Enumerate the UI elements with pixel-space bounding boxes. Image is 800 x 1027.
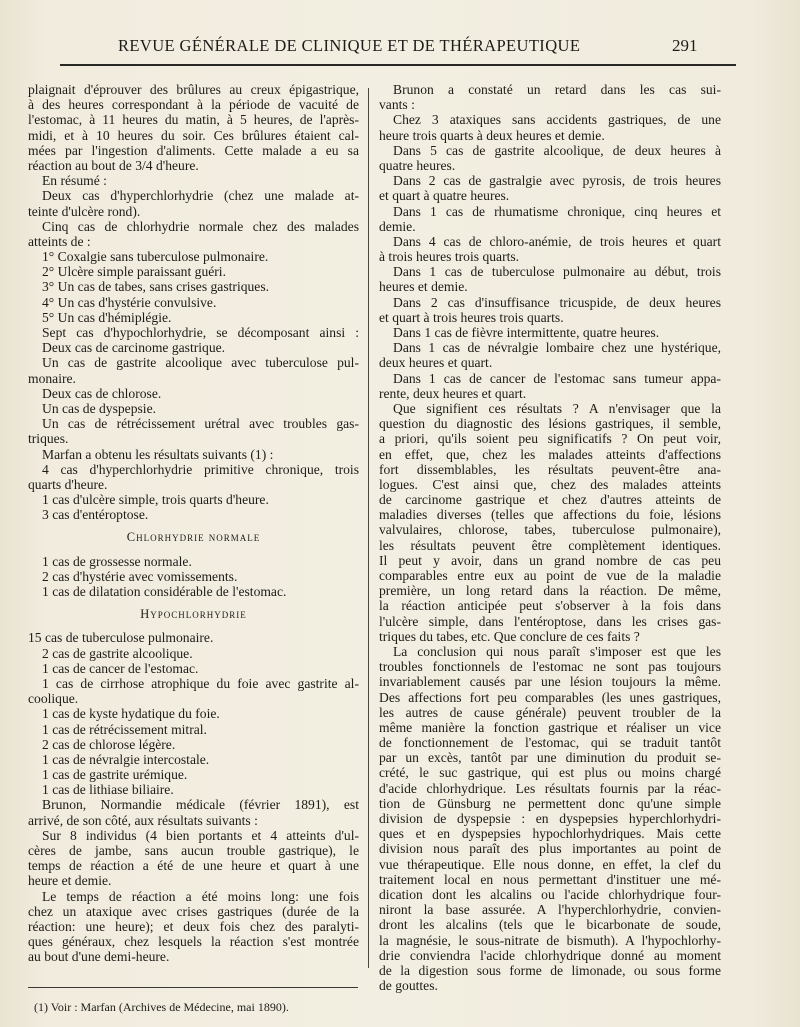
left-column-line: 2 cas d'hystérie avec vomissements.	[42, 568, 238, 584]
left-column-line: cères de jambe, sans aucun trouble gastrique), le	[28, 843, 359, 858]
left-column-line: Un cas de gastrite alcoolique avec tuberculose pul-	[42, 355, 359, 371]
left-column-line: à des heures correspondant à la période de vacuité de	[28, 97, 359, 113]
right-column-line: drie conviendra l'acide chlorhydrique donné au moment	[379, 947, 721, 963]
right-column-line: à trois heures trois quarts.	[379, 249, 520, 265]
right-column-line: logues. C'est ainsi que, chez des malades atteints	[379, 476, 721, 492]
right-column-line: heures et demie.	[379, 279, 468, 295]
left-column-line: Chlorhydrie normale	[126, 530, 261, 545]
right-column-line: dront les alcalins (tels que le bicarbonate de soude,	[379, 917, 721, 933]
right-column-line: les autres de cause générale) peuvent troubler de la	[379, 704, 721, 720]
left-column-line: coolique.	[28, 691, 79, 707]
right-column-line: comparables entre eux au point de vue de la maladie	[379, 568, 721, 583]
left-column-line: 1 cas de cancer de l'estomac.	[42, 660, 199, 676]
right-column-line: niront la base assurée. A l'hyperchlorhydrie, convien-	[379, 902, 721, 918]
left-column-line: 1 cas de dilatation considérable de l'estomac.	[42, 584, 287, 599]
left-column-line: arrivé, de son côté, aux résultats suivants :	[28, 812, 258, 828]
right-column-line: Dans 1 cas de tuberculose pulmonaire au début, trois	[393, 264, 721, 280]
left-column-line: heure et demie.	[28, 873, 112, 889]
right-column-line: demie.	[379, 218, 416, 234]
left-column-line: 2 cas de chlorose légère.	[42, 736, 176, 752]
left-column-line: teinte d'ulcère rond).	[28, 203, 141, 219]
left-column-line: Le temps de réaction a été moins long: une fois	[42, 888, 359, 904]
left-column-line	[28, 622, 359, 630]
right-column-line: La conclusion qui nous paraît s'imposer est que les	[393, 643, 721, 659]
left-column-line: Brunon, Normandie médicale (février 1891), est	[42, 797, 359, 813]
left-column-line: 15 cas de tuberculose pulmonaire.	[28, 630, 214, 646]
left-column-line: plaignait d'éprouver des brûlures au creux épigastrique,	[28, 82, 359, 97]
right-column-line: heure trois quarts à deux heures et demie.	[379, 127, 605, 143]
left-column-line: 2° Ulcère simple paraissant guéri.	[42, 264, 226, 280]
right-column-line: Dans 2 cas d'insuffisance tricuspide, de deux heures	[393, 294, 721, 310]
right-column-line: vue thérapeutique. Elle nous donne, en effet, la clef du	[379, 856, 721, 872]
right-column-line: de fonctionnement de l'estomac, qui se traduit tantôt	[379, 735, 721, 751]
right-column-line: Dans 4 cas de chloro-anémie, de trois heures et quart	[393, 233, 721, 249]
right-column-line: fort dissemblables, les résultats peuvent-être ana-	[379, 461, 721, 477]
left-column-line: l'estomac, à 11 heures du matin, à 5 heures, de l'après-	[28, 112, 359, 128]
right-column-line: de gouttes.	[379, 978, 438, 994]
left-column-line: temps de réaction a été de une heure et quart à une	[28, 858, 359, 874]
right-column-line: Dans 1 cas de cancer de l'estomac sans tumeur appa-	[393, 370, 721, 386]
right-column-line: ques et en dyspepsies hypochlorhydriques. Mais cette	[379, 826, 721, 842]
right-column-line: première, un long retard dans la réaction. De même,	[379, 583, 721, 599]
right-column-line: et quart à trois heures trois quarts.	[379, 309, 564, 325]
column-divider	[368, 88, 369, 968]
footnote: (1) Voir : Marfan (Archives de Médecine, mai 1890).	[34, 1000, 289, 1014]
right-column-line: Dans 1 cas de fièvre intermittente, quatre heures.	[393, 325, 660, 340]
left-column-line: Marfan a obtenu les résultats suivants (1) :	[42, 446, 274, 462]
left-column-line: 4° Un cas d'hystérie convulsive.	[42, 294, 217, 310]
right-column-line: Chez 3 ataxiques sans accidents gastriques, de une	[393, 112, 721, 128]
right-column-line: de la digestion sous forme de limonade, ou sous forme	[379, 962, 721, 978]
right-column-line: Dans 5 cas de gastrite alcoolique, de deux heures à	[393, 142, 721, 158]
footnote-rule	[28, 987, 358, 988]
right-column-line: question du diagnostic des lésions gastriques, il semble,	[379, 416, 721, 432]
right-column-line: vants :	[379, 97, 415, 113]
right-column-line: les résultats peuvent être complètement identiques.	[379, 537, 721, 553]
right-column-line: tion de Günsburg ne permettent donc qu'une simple	[379, 795, 721, 811]
left-column-line: quarts d'heure.	[28, 476, 108, 492]
right-column-line: Que signifient ces résultats ? A n'envisager que la	[393, 400, 721, 416]
left-column-line: 4 cas d'hyperchlorhydrie primitive chronique, trois	[42, 461, 359, 477]
left-column-line	[28, 546, 359, 554]
left-column-line: monaire.	[28, 370, 76, 386]
right-column	[379, 82, 721, 993]
right-column-line: traitement local en nous permettant d'instituer une mé-	[379, 871, 721, 887]
right-column-line: quatre heures.	[379, 157, 456, 173]
right-column-line: troubles fonctionnels de l'estomac ne sont pas toujours	[379, 659, 721, 675]
left-column-line: midi, et à 10 heures du soir. Ces brûlures étaient cal-	[28, 127, 359, 143]
right-column-line: en effet, que, chez les malades atteints d'affections	[379, 446, 721, 462]
left-column-line: Sept cas d'hypochlorhydrie, se décomposant ainsi :	[42, 325, 359, 340]
right-column-line: deux heures et quart.	[379, 355, 493, 371]
left-column-line: chez un ataxique avec crises gastriques (durée de la	[28, 903, 359, 919]
right-column-line: maladies diverses (telles que affections du foie, lésions	[379, 507, 721, 523]
right-column-line: triques du tabes, etc. Que conclure de ces faits ?	[379, 628, 640, 644]
left-column-line: 1 cas de lithiase biliaire.	[42, 782, 174, 798]
left-column-line: 5° Un cas d'hémiplégie.	[42, 309, 172, 325]
journal-title: REVUE GÉNÉRALE DE CLINIQUE ET DE THÉRAPEUTIQUE	[118, 36, 581, 55]
right-column-line: dication dont les alcalins ou l'acide chlorhydrique four-	[379, 886, 721, 902]
left-column-line: Deux cas de carcinome gastrique.	[42, 340, 226, 356]
right-column-line: et quart à quatre heures.	[379, 188, 510, 204]
left-column-line: Deux cas de chlorose.	[42, 385, 162, 401]
left-column-line: ques généraux, chez lesquels la réaction s'est montrée	[28, 934, 359, 950]
left-column-line: 3 cas d'entéroptose.	[42, 507, 149, 523]
right-column-line: l'ulcère simple, dans l'entéroptose, dans les crises gas-	[379, 613, 721, 629]
left-column-line	[28, 599, 359, 607]
left-column-line	[28, 522, 359, 530]
left-column-line: Un cas de rétrécissement urétral avec troubles gas-	[42, 416, 359, 432]
left-column-line: triques.	[28, 431, 69, 447]
left-column-line: réaction: une heure); et deux fois chez des paralyti-	[28, 918, 359, 934]
right-column-line: même manière la fonction gastrique et réaliser un vice	[379, 719, 721, 735]
left-column-line: 1 cas de kyste hydatique du foie.	[42, 706, 220, 722]
left-column-line: Sur 8 individus (4 bien portants et 4 atteints d'ul-	[42, 827, 359, 843]
right-column-line: rente, deux heures et quart.	[379, 385, 527, 401]
left-column-line: 1 cas de rétrécissement mitral.	[42, 721, 207, 737]
right-column-line: de carcinome gastrique et chez d'autres atteints de	[379, 492, 721, 508]
right-column-line: crété, le suc gastrique, qui est plus ou moins chargé	[379, 765, 721, 781]
right-column-line: division de dyspepsie : en dyspepsies hyperchlorhydri-	[379, 811, 721, 826]
right-column-line: Dans 1 cas de rhumatisme chronique, cinq heures et	[393, 203, 721, 219]
left-column	[28, 82, 359, 965]
left-column-line: réaction au bout de 3/4 d'heure.	[28, 157, 199, 173]
left-column-line: 3° Un cas de tabes, sans crises gastriques.	[42, 279, 270, 295]
right-column-line: par un excès, tantôt par une diminution du produit se-	[379, 750, 721, 766]
left-column-line: 1 cas de gastrite urémique.	[42, 767, 188, 783]
right-column-line: Il peut y avoir, dans un grand nombre de cas peu	[379, 552, 721, 568]
right-column-line: Brunon a constaté un retard dans les cas sui-	[393, 82, 721, 97]
right-column-line: la magnésie, le sous-nitrate de bismuth). A l'hypochlorhy-	[379, 932, 721, 948]
left-column-line: 1 cas de cirrhose atrophique du foie avec gastrite al-	[42, 675, 359, 691]
left-column-line: 1 cas de névralgie intercostale.	[42, 751, 210, 767]
page-number: 291	[672, 36, 698, 55]
right-column-line: a priori, qu'ils soient peu significatifs ? On peut voir,	[379, 431, 721, 447]
right-column-line: la réaction anticipée peut s'observer à la fois dans	[379, 598, 721, 614]
right-column-line: Des affections fort peu comparables (les unes gastriques,	[379, 689, 721, 705]
left-column-line: En résumé :	[42, 173, 107, 189]
left-column-line: Deux cas d'hyperchlorhydrie (chez une malade at-	[42, 188, 359, 204]
left-column-line: Cinq cas de chlorhydrie normale chez des malades	[42, 218, 359, 234]
header-rule	[60, 64, 736, 66]
left-column-line: 1 cas de grossesse normale.	[42, 553, 192, 569]
right-column-line: Dans 1 cas de névralgie lombaire chez une hystérique,	[393, 340, 721, 356]
right-column-line: invariablement causés par une lésion toujours la même.	[379, 674, 721, 690]
left-column-line: Hypochlorhydrie	[140, 607, 247, 622]
left-column-line: 1° Coxalgie sans tuberculose pulmonaire.	[42, 249, 269, 265]
running-header	[0, 36, 800, 60]
left-column-line: 2 cas de gastrite alcoolique.	[42, 645, 193, 661]
left-column-line: au bout d'une demi-heure.	[28, 949, 170, 965]
left-column-line: Un cas de dyspepsie.	[42, 400, 157, 416]
right-column-line: valvulaires, chlorose, tabes, tuberculose pulmonaire),	[379, 522, 721, 538]
left-column-line: 1 cas d'ulcère simple, trois quarts d'heure.	[42, 492, 269, 508]
left-column-line: mées par l'ingestion d'aliments. Cette malade a eu sa	[28, 142, 359, 158]
left-column-line: atteints de :	[28, 233, 91, 249]
right-column-line: Dans 2 cas de gastralgie avec pyrosis, de trois heures	[393, 173, 721, 189]
right-column-line: division nous paraît des plus importantes au point de	[379, 841, 721, 857]
right-column-line: d'acide chlorhydrique. Les résultats fournis par la réac-	[379, 780, 721, 796]
